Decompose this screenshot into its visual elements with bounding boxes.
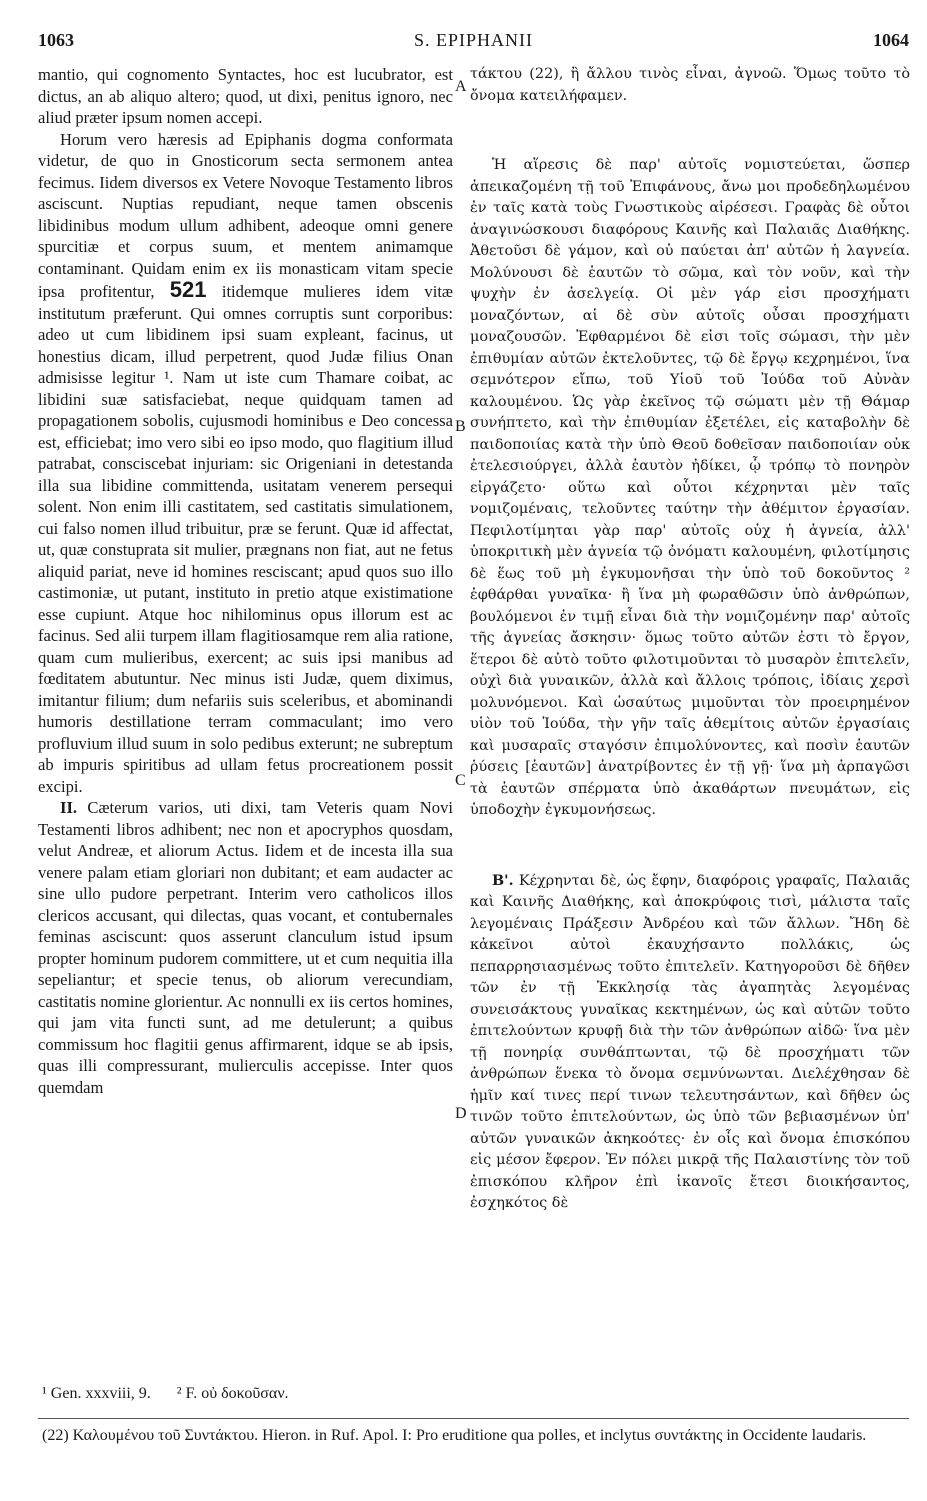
margin-marker-c: C (455, 772, 466, 789)
latin-paragraph (38, 797, 453, 1098)
greek-text: Κέχρηνται δὲ, ὡς ἔφην, διαφόροις γραφαῖς, Παλαιᾶς καὶ Καινῆς Διαθήκης, καὶ ἀποκρύφοις τισὶ, μάλιστα ταῖς λεγομέναις Πράξεσιν Ἀνδρέου καὶ τῶν ἄλλων. Ἤδη δὲ κἀκεῖνοι αὐτοὶ ἐκαυχήσαντο πολλάκις, ὡς πεπαρρησιασμένως τοῦτο ἐπιτελεῖν. Κατηγοροῦσι δὲ δῆθεν τῶν ἐν τῇ Ἐκκλησίᾳ τὰς ἀγαπητὰς λεγομένας συνεισάκτους γυναῖκας κεκτημένων, ὡς καὶ αὐτῶν τοῦτο ἐπιτελούντων κρυφῇ διὰ τὴν τῶν ἀνθρώπων αἰδῶ· ἵνα μὲν τῇ πονηρίᾳ συνθάπτωνται, τῷ δὲ προσχήματι τῶν ἀνθρώπων ἕνεκα τὸ ὄνομα σεμνύνωνται. Διελέχθησαν δὲ ἡμῖν καί τινες περί τινων τελευτησάντων, καὶ δῆθεν ὡς τινῶν τοῦτο ἐπιτελούντων, ὡς ὑπὸ τῶν βεβιασμένων ὑπ' αὐτῶν γυναικῶν ἀκηκοότες· ἐν οἷς καὶ ὄνομα ἐπισκόπου εἰς μέσον ἔφερον. Ἐν πόλει μικρᾷ τῆς Παλαιστίνης τὸν τοῦ ἐπισκόπου κλῆρον ἐπὶ ἱκανοῖς ἔτεσι διοικήσαντος, ἐσχηκότος δὲ (470, 872, 910, 1211)
footnote-divider (38, 1418, 909, 1419)
latin-paragraph (38, 129, 453, 798)
latin-text: Horum vero hæresis ad Epiphanis dogma conformata videtur, de quo in Gnosticorum secta sermonem antea fecimus. Iidem diversos ex Vetere Novoque Testamento libros asciscunt. Nuptias repudiant, neque tamen obscenis libidinibus modum ullum adhibent, adeoque omni genere spurcitiæ et corpus suum, et mentem animamque contaminant. Quidam enim ex iis monasticam vitam specie ipsa profitentur, (38, 129, 453, 301)
greek-paragraph (470, 870, 910, 1215)
page-header (38, 30, 909, 56)
migne-page-number: 521 (169, 277, 207, 302)
page-number-right: 1064 (873, 30, 909, 50)
margin-marker-d: D (455, 1105, 467, 1122)
margin-marker-a: A (455, 78, 467, 95)
editor-note: (22) Καλουμένου τοῦ Συντάκτου. Hieron. in Ruf. Apol. I: Pro eruditione qua polles, et inclytus συντάκτης in Occidente laudaris. (42, 1427, 867, 1444)
greek-column (470, 64, 910, 1215)
latin-column (38, 64, 453, 1098)
running-title: S. EPIPHANII (413, 30, 533, 50)
page-number-left: 1063 (38, 30, 74, 50)
footnote-2: ² F. οὐ δοκοῦσαν. (176, 1385, 289, 1402)
latin-text: Cæterum varios, uti dixi, tam Veteris quam Novi Testamenti libros adhibent; nec non et apocryphos quosdam, velut Andreæ, et aliorum Actus. Iidem et de incesta illa sua venere palam etiam gloriari non dubitant; et eam audacter ac sine ullo pudore perpetrant. Interim vero catholicos illos clericos accusant, qui dilectas, quas vocant, et contubernales feminas asciscunt: quos asserunt clanculum istud ipsum propter hominum pudorem committere, ut et cum nequitia illa sepeliantur; et specie tenus, ob aliorum verecundiam, castitatis nomine glorientur. Ac nonnulli ex iis certos homines, qui jam vita functi sunt, ad me detulerunt; a quibus commissum hoc flagitii genus affirmarent, idque se ab ipsis, quas illi compressurant, mulierculis accepisse. Inter quos quemdam (38, 798, 453, 1097)
greek-paragraph: Ἡ αἵρεσις δὲ παρ' αὐτοῖς νομιστεύεται, ὥσπερ ἀπεικαζομένη τῇ τοῦ Ἐπιφάνους, ἄνω μοι προδεδηλωμένου ἐν ταῖς κατὰ τοὺς Γνωστικοὺς αἱρέσεσι. Γραφὰς δὲ οὗτοι ἀναγινώσκουσι διαφόρους Καινῆς καὶ Παλαιᾶς Διαθήκης. Ἀθετοῦσι δὲ γάμον, καὶ οὐ παύεται ἀπ' αὐτῶν ἡ λαγνεία. Μολύνουσι δὲ ἑαυτῶν τὸ σῶμα, καὶ τὸν νοῦν, καὶ τὴν ψυχὴν ἐν ἀσελγείᾳ. Οἱ μὲν γάρ εἰσι προσχήματι μοναζόντων, αἱ δὲ σὺν αὐτοῖς οὖσαι προσχήματι μοναζουσῶν. Ἐφθαρμένοι δὲ εἰσι τοῖς σώμασι, τὴν μὲν ἐπιθυμίαν αὐτῶν ἐκτελοῦντες, τῷ δὲ ἔργῳ κεχρημένοι, ἵνα σεμνότερον εἴπω, τοῦ Υἱοῦ τοῦ Ἰούδα τοῦ Αὐνὰν καλουμένου. Ὡς γὰρ ἐκεῖνος τῷ σώματι μὲν τῇ Θάμαρ συνήπτετο, καὶ τὴν ἐπιθυμίαν ἐξετέλει, εἰς καταβολὴν δὲ παιδοποιίας κατὰ τὴν ὑπὸ Θεοῦ δοθεῖσαν παιδοποιίαν οὐκ ἐτελεσιούργει, ἀλλὰ ἑαυτὸν ἠδίκει, ᾧ τρόπῳ τὸ πονηρὸν εἰργάζετο· οὕτω καὶ οὗτοι κέχρηνται μὲν ταῖς νομιζομέναις, τελοῦντες ταύτην τὴν ἀθέμιτον ἐργασίαν. Πεφιλοτίμηται γὰρ παρ' αὐτοῖς οὐχ ἡ ἁγνεία, ἀλλ' ὑποκριτικὴ μὲν ἁγνεία τῷ ὀνόματι καλουμένη, φιλοτίμησις δὲ ἕως τοῦ μὴ ἐγκυμονῆσαι τὴν ὑπὸ τοῦ δοκοῦντος ² ἐφθάρθαι γυναῖκα· ἢ ἵνα μὴ φωραθῶσιν ὑπὸ ἀνθρώπων, βουλόμενοι ἐν τιμῇ εἶναι διὰ τὴν νομιζομένην παρ' αὐτοῖς τῆς ἁγνείας ἄσκησιν· ὅμως τοῦτο αὐτῶν ἐστι τὸ ἔργον, ἕτεροι δὲ αὐτὸ τοῦτο φιλοτιμοῦνται τὸ μυσαρὸν ἐπιτελεῖν, οὐχὶ διὰ γυναικῶν, ἀλλὰ καὶ ἄλλοις τρόποις, ἰδίαις χερσὶ μολυνόμενοι. Καὶ ὡσαύτως μιμοῦνται τὸν προειρημένον υἱὸν τοῦ Ἰούδα, τὴν γῆν ταῖς ἀθεμίτοις αὐτῶν ἐργασίαις καὶ μυσαραῖς σταγόσιν ἐπιμολύνοντες, καὶ ποσὶν ἑαυτῶν ῥύσεις [ἑαυτῶν] ἀνατρίβοντες ἐν τῇ γῇ· ἵνα μὴ ἁρπαγῶσι τὰ ἑαυτῶν σπέρματα ὑπὸ ἀκαθάρτων πνευμάτων, εἰς ὑποδοχὴν ἐγκυμονήσεως. (470, 157, 910, 818)
section-number: II. (60, 798, 78, 817)
latin-paragraph: mantio, qui cognomento Syntactes, hoc est lucubrator, est dictus, an ab aliquo altero; quod, ut dixi, penitus ignoro, nec aliud præter ipsum nomen accepi. (38, 65, 453, 127)
greek-paragraph: τάκτου (22), ἢ ἄλλου τινὸς εἶναι, ἀγνοῶ. Ὅμως τοῦτο τὸ ὄνομα κατειλήφαμεν. (470, 66, 910, 104)
footnote-1: ¹ Gen. xxxviii, 9. (42, 1385, 151, 1402)
margin-marker-b: B (455, 418, 466, 435)
latin-text: itidemque mulieres idem vitæ institutum præferunt. Qui omnes corruptis sunt corporibus: adeo ut cum libidinem ipsi suam expleant, facinus, ut honestius dicam, illud perpetrent, quod Judæ filius Onan admisisse legitur ¹. Nam ut iste cum Thamare coibat, ac libidini suæ satisfaciebat, neque quidquam tamen ad propagationem sobolis, cujusmodi hominibus e Deo concessa est, efficiebat; imo vero sibi eo ipso modo, quo flagitium illud patrabat, consciscebat injuriam: sic Origeniani in detestanda illa sua libidine committenda, usitatam venerem persequi solent. Non enim illi castitatem, sed castitatis simulationem, cui falso nomen illud tribuitur, præ se ferunt. Quæ id affectat, ut, quæ constuprata sit mulier, prægnans non fiat, aut ne fetus aliquid pariat, neve id homines resciscant; apud quos suo illo castimoniæ, ut putant, instituto in pretio atque existimatione esse cupiunt. Atque hoc nihilominus opus illorum est ac facinus. Sed alii turpem illam flagitiosamque rem alia ratione, quam cum mulieribus, exercent; ac suis ipsi manibus ad fœditatem abutuntur. Nec minus isti Judæ, quem diximus, imitantur filium; dum nefariis suis sceleribus, et abominandi humoris destillatione terram commaculant; imo vero profluvium illud suum in solo pedibus exterunt; ne subreptum ab impuris spiritibus ad ullam fetus procreationem possit excipi. (38, 282, 453, 796)
section-number: Β'. (492, 871, 514, 889)
footnote-line (42, 1385, 289, 1403)
